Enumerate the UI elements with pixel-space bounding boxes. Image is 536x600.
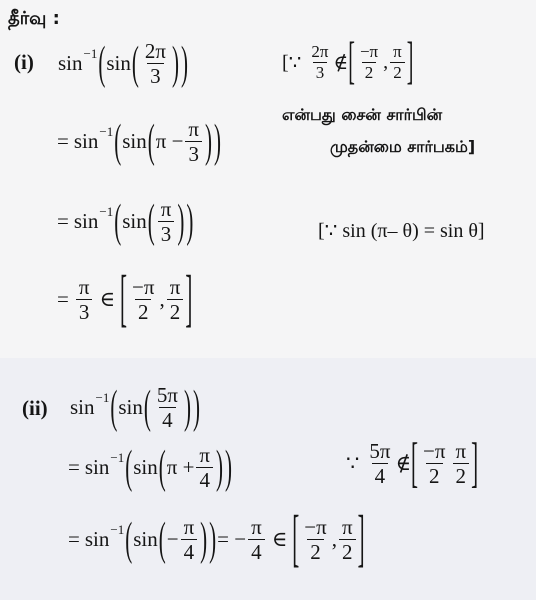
part-ii-step1: sin −1 ( sin ( $\frac{5\pi}{4}$ ) ) bbox=[70, 380, 200, 433]
part-i-label: (i) bbox=[14, 50, 34, 74]
tamil-note-line1: என்பது சைன் சார்பின் bbox=[282, 105, 443, 124]
fraction-pi-over-3: $\frac{\pi}{3}$ bbox=[158, 198, 175, 245]
part-ii-step3: = sin −1 ( sin ( − $\frac{\pi}{4}$ ) ) = − $\frac{\pi}{4}$ ∈ [ $\frac{-\pi}{2}$ , $\frac{\pi}{2}$ ] bbox=[68, 502, 365, 575]
arcsin: sin bbox=[58, 51, 83, 76]
paren: ( bbox=[131, 36, 139, 89]
because-bracket: [∵ bbox=[282, 51, 302, 74]
fraction: $\frac{\pi}{2}$ bbox=[390, 43, 405, 82]
bracket: ] bbox=[406, 33, 414, 91]
sin: sin bbox=[106, 51, 131, 76]
because-symbol: ∵ bbox=[346, 451, 360, 476]
bracket: [ bbox=[348, 33, 355, 91]
arcsin: sin bbox=[73, 129, 99, 154]
part-i-step3: = sin −1 ( sin ( $\frac{\pi}{3}$ ) ) bbox=[57, 194, 194, 247]
domain-condition-ii: ∵ $\frac{5\pi}{4}$ ∉ [ $\frac{-\pi}{2}$ $\frac{\pi}{2}$ ] bbox=[346, 431, 479, 494]
result-equals: = − bbox=[217, 527, 247, 552]
fraction-pi-over-3: $\frac{\pi}{3}$ bbox=[76, 276, 93, 323]
part-i-step1 bbox=[58, 36, 189, 89]
solution-heading: தீர்வு : bbox=[8, 8, 60, 29]
sine-identity: [∵ sin (π– θ) = sin θ] bbox=[318, 220, 485, 242]
fraction: $\frac{2\pi}{3}$ bbox=[311, 42, 329, 82]
fraction-pi-over-4: $\frac{\pi}{4}$ bbox=[196, 444, 213, 491]
part-ii-label: (ii) bbox=[22, 396, 48, 420]
fraction-2pi-over-3: $\frac{2\pi}{3}$ bbox=[144, 39, 166, 89]
not-in-symbol: ∉ bbox=[395, 451, 412, 476]
fraction-pi-over-3: $\frac{\pi}{3}$ bbox=[185, 118, 202, 165]
paren: ) bbox=[171, 36, 179, 89]
element-of-symbol: ∈ bbox=[271, 527, 288, 552]
fraction-5pi-over-4: $\frac{5\pi}{4}$ bbox=[369, 439, 391, 489]
not-in-symbol: ∉ bbox=[333, 51, 349, 74]
paren: ) bbox=[180, 36, 188, 89]
part-i-result: = $\frac{\pi}{3}$ ∈ [ $\frac{-\pi}{2}$ , $\frac{\pi}{2}$ ] bbox=[57, 262, 193, 335]
part-i-step2: = sin −1 ( sin ( π − $\frac{\pi}{3}$ ) ) bbox=[57, 114, 222, 167]
fraction: $\frac{-\pi}{2}$ bbox=[423, 439, 446, 489]
fraction: $\frac{-\pi}{2}$ bbox=[304, 515, 327, 565]
fraction-pi-over-4: $\frac{\pi}{4}$ bbox=[248, 516, 265, 563]
fraction-5pi-over-4: $\frac{5\pi}{4}$ bbox=[156, 383, 178, 433]
paren: ( bbox=[98, 36, 106, 89]
fraction: $\frac{-\pi}{2}$ bbox=[359, 42, 379, 82]
fraction: $\frac{-\pi}{2}$ bbox=[132, 275, 155, 325]
element-of-symbol: ∈ bbox=[99, 287, 115, 312]
tamil-note-line2: முதன்மை சார்பகம்] bbox=[330, 137, 476, 156]
fraction-pi-over-4: $\frac{\pi}{4}$ bbox=[181, 516, 198, 563]
part-ii-step2: = sin −1 ( sin ( π + $\frac{\pi}{4}$ ) ) bbox=[68, 440, 233, 493]
inverse-superscript: −1 bbox=[83, 45, 98, 61]
fraction: $\frac{\pi}{2}$ bbox=[339, 516, 356, 563]
fraction: $\frac{\pi}{2}$ bbox=[452, 440, 469, 487]
fraction: $\frac{\pi}{2}$ bbox=[167, 276, 184, 323]
domain-condition-i: [∵ $\frac{2\pi}{3}$ ∉ [ $\frac{-\pi}{2}$ , $\frac{\pi}{2}$ ] bbox=[282, 33, 414, 91]
